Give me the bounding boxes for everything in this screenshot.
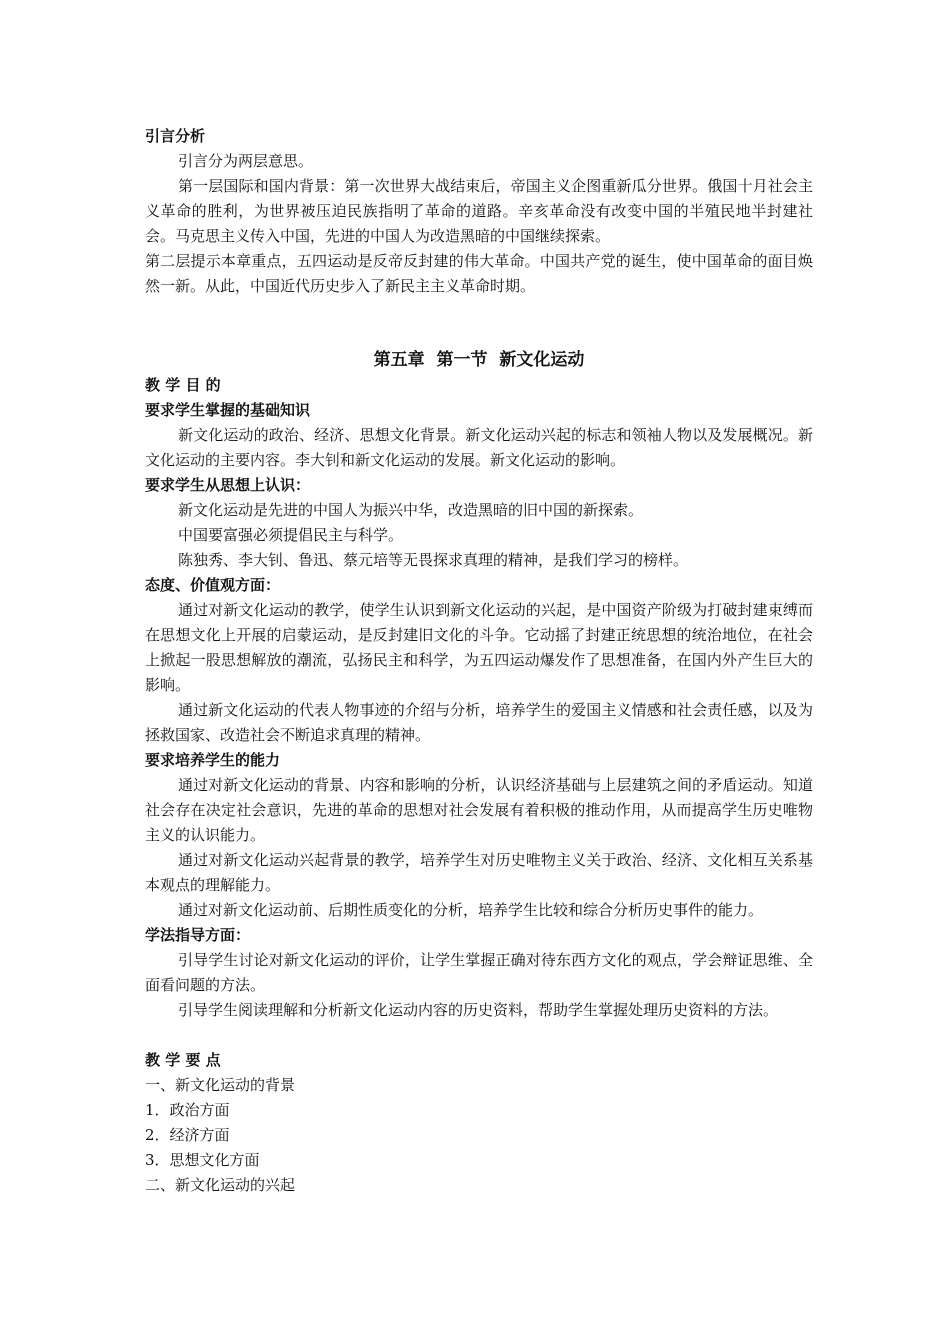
ability-paragraph: 通过对新文化运动兴起背景的教学，培养学生对历史唯物主义关于政治、经济、文化相互关系基本观点的理解能力。: [145, 851, 813, 894]
method-paragraph: 引导学生阅读理解和分析新文化运动内容的历史资料，帮助学生掌握处理历史资料的方法。: [178, 1001, 779, 1019]
thought-paragraph: 陈独秀、李大钊、鲁迅、蔡元培等无畏探求真理的精神，是我们学习的榜样。: [178, 551, 689, 569]
knowledge-paragraph: 新文化运动的政治、经济、思想文化背景。新文化运动兴起的标志和领袖人物以及发展概况。新文化运动的主要内容。李大钊和新文化运动的发展。新文化运动的影响。: [145, 426, 813, 469]
method-heading: 学法指导方面：: [145, 926, 251, 944]
spacer: [145, 1023, 813, 1048]
method-paragraph: 引导学生讨论对新文化运动的评价，让学生掌握正确对待东西方文化的观点，学会辩证思维、全面看问题的方法。: [145, 951, 813, 994]
objectives-heading: 教 学 目 的: [145, 376, 221, 394]
keypoint-item: 2．经济方面: [145, 1126, 230, 1144]
intro-paragraph: 第一层国际和国内背景：第一次世界大战结束后，帝国主义企图重新瓜分世界。俄国十月社会主义革命的胜利，为世界被压迫民族指明了革命的道路。辛亥革命没有改变中国的半殖民地半封建社会。马克思主义传入中国，先进的中国人为改造黑暗的中国继续探索。: [145, 177, 813, 245]
keypoint-item: 二、新文化运动的兴起: [145, 1176, 296, 1194]
attitude-paragraph: 通过新文化运动的代表人物事迹的介绍与分析，培养学生的爱国主义情感和社会责任感，以及为拯救国家、改造社会不断追求真理的精神。: [145, 701, 813, 744]
ability-paragraph: 通过对新文化运动的背景、内容和影响的分析，认识经济基础与上层建筑之间的矛盾运动。知道社会存在决定社会意识，先进的革命的思想对社会发展有着积极的推动作用，从而提高学生历史唯物主义的认识能力。: [145, 776, 813, 844]
thought-heading: 要求学生从思想上认识：: [145, 476, 311, 494]
spacer: [145, 299, 813, 348]
keypoint-item: 3．思想文化方面: [145, 1151, 260, 1169]
intro-paragraph: 第二层提示本章重点，五四运动是反帝反封建的伟大革命。中国共产党的诞生，使中国革命的面目焕然一新。从此，中国近代历史步入了新民主主义革命时期。: [145, 252, 813, 295]
ability-heading: 要求培养学生的能力: [145, 751, 281, 769]
knowledge-heading: 要求学生掌握的基础知识: [145, 401, 311, 419]
chapter-title: 第五章 第一节 新文化运动: [373, 350, 585, 370]
thought-paragraph: 中国要富强必须提倡民主与科学。: [178, 526, 404, 544]
keypoints-heading: 教 学 要 点: [145, 1051, 221, 1069]
intro-paragraph: 引言分为两层意思。: [178, 152, 314, 170]
thought-paragraph: 新文化运动是先进的中国人为振兴中华，改造黑暗的旧中国的新探索。: [178, 501, 644, 519]
attitude-heading: 态度、价值观方面：: [145, 576, 281, 594]
keypoint-item: 1．政治方面: [145, 1101, 230, 1119]
ability-paragraph: 通过对新文化运动前、后期性质变化的分析，培养学生比较和综合分析历史事件的能力。: [178, 901, 764, 919]
intro-heading: 引言分析: [145, 127, 206, 145]
keypoint-item: 一、新文化运动的背景: [145, 1076, 296, 1094]
document-page: [145, 124, 813, 1198]
attitude-paragraph: 通过对新文化运动的教学，使学生认识到新文化运动的兴起，是中国资产阶级为打破封建束缚而在思想文化上开展的启蒙运动，是反封建旧文化的斗争。它动摇了封建正统思想的统治地位，在社会上掀起一股思想解放的潮流，弘扬民主和科学，为五四运动爆发作了思想准备，在国内外产生巨大的影响。: [145, 601, 813, 694]
